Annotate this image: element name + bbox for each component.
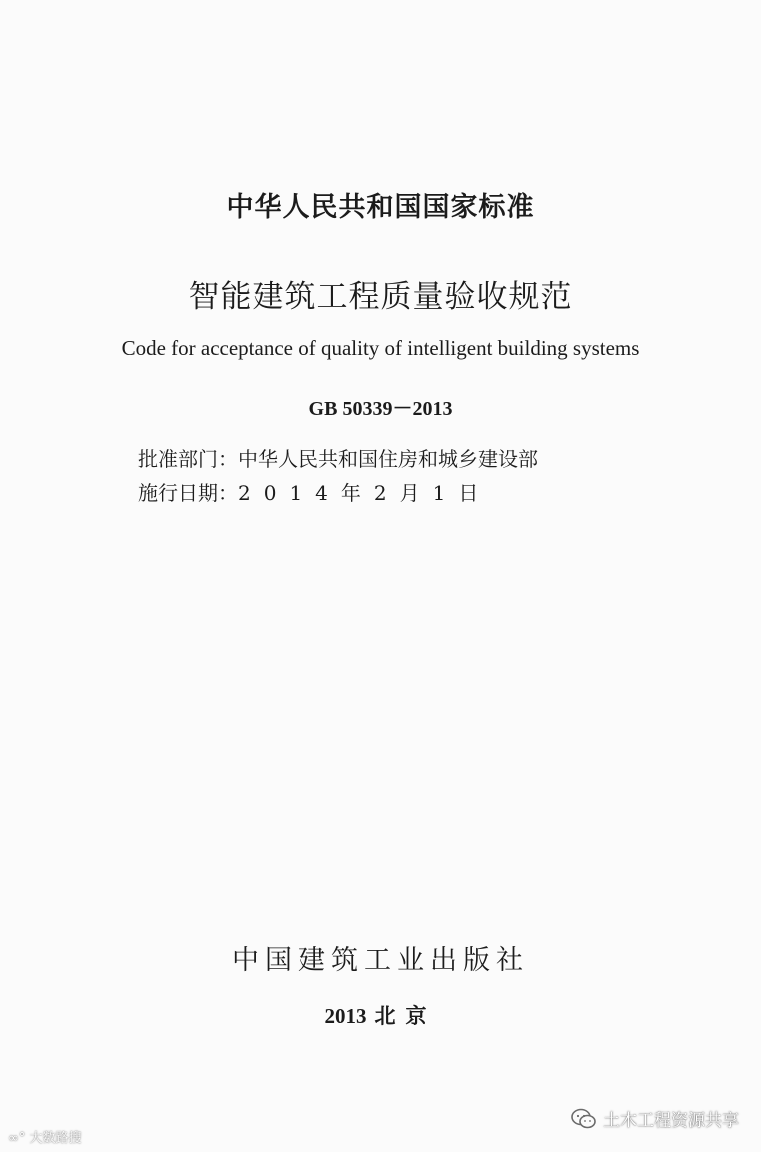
publication-info (0, 1000, 761, 1030)
effective-date-label: 施行日期： (138, 481, 238, 505)
watermark-left (8, 1127, 82, 1146)
title-en: Code for acceptance of quality of intelligent building systems (121, 336, 640, 360)
watermark-right-text: 土木工程资源共享 (603, 1111, 739, 1131)
watermark-right (571, 1106, 739, 1131)
loop-icon: ∞° (8, 1131, 26, 1146)
watermark-left-text: 大数路搜 (29, 1131, 82, 1146)
approval-department (138, 443, 538, 472)
approval-department-value: 中华人民共和国住房和城乡建设部 (238, 447, 538, 471)
effective-date (138, 477, 491, 506)
standard-type: 中华人民共和国国家标准 (226, 192, 535, 223)
publisher-name: 中国建筑工业出版社 (232, 945, 529, 976)
effective-date-value: 2014年2月1日 (238, 481, 492, 505)
standard-code: GB 50339－2013 (308, 398, 453, 420)
title-cn: 智能建筑工程质量验收规范 (188, 279, 573, 315)
wechat-icon (571, 1108, 597, 1130)
approval-department-label: 批准部门： (138, 447, 238, 471)
publication-year: 2013 (324, 1004, 367, 1028)
publication-city: 北京 (374, 1004, 437, 1028)
